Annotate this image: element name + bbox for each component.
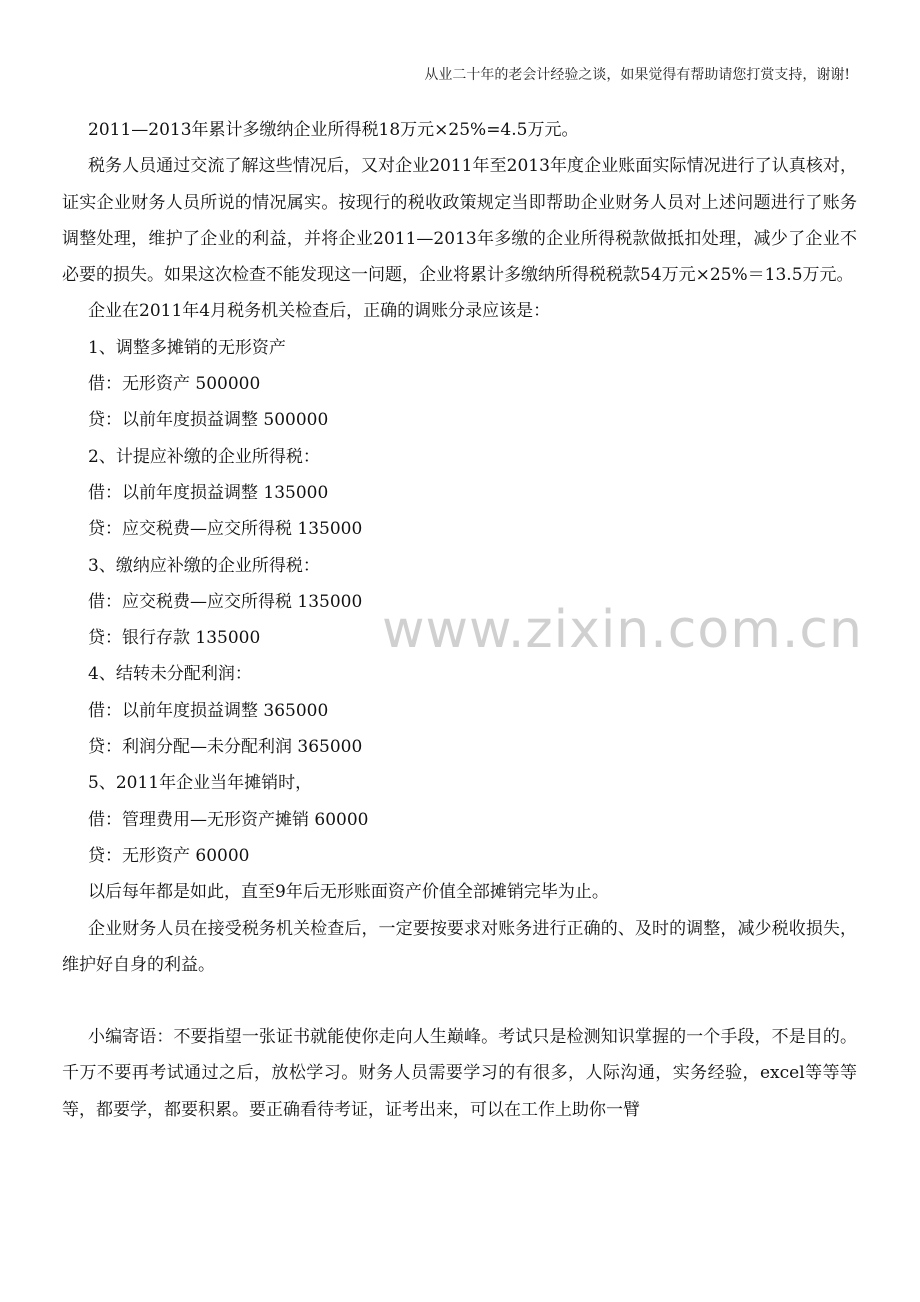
- paragraph-tax-summary: 2011—2013年累计多缴纳企业所得税18万元×25%=4.5万元。: [88, 120, 579, 140]
- entry-line: 3、缴纳应补缴的企业所得税：: [88, 555, 320, 576]
- document-body: [62, 112, 857, 1128]
- paragraph-tax-review: 税务人员通过交流了解这些情况后，又对企业2011年至2013年度企业账面实际情况进行了认真核对，证实企业财务人员所说的情况属实。按现行的税收政策规定当即帮助企业财务人员对上述问题进行了账务调整处理，维护了企业的利益，并将企业2011—2013年多缴的企业所得税款做抵扣处理，减少了企业不必要的损失。如果这次检查不能发现这一问题，企业将累计多缴纳所得税税款54万元×25%＝13.5万元。: [62, 156, 857, 286]
- entry-line: 贷：应交税费—应交所得税 135000: [88, 519, 363, 540]
- entry-line: 贷：以前年度损益调整 500000: [88, 410, 329, 431]
- entry-line: 借：以前年度损益调整 135000: [88, 482, 329, 503]
- entry-line: 借：无形资产 500000: [88, 374, 261, 395]
- watermark: www.zixin.com.cn: [382, 600, 863, 660]
- entry-line: 借：以前年度损益调整 365000: [88, 700, 329, 721]
- paragraph-conclusion: 企业财务人员在接受税务机关检查后，一定要按要求对账务进行正确的、及时的调整，减少税收损失，维护好自身的利益。: [62, 918, 857, 975]
- entry-line: 以后每年都是如此，直至9年后无形账面资产价值全部摊销完毕为止。: [88, 882, 609, 903]
- entry-line: 贷：利润分配—未分配利润 365000: [88, 737, 363, 758]
- paragraph-spacer: [62, 983, 857, 1019]
- journal-entries: [62, 330, 857, 911]
- entry-line: 贷：银行存款 135000: [88, 628, 261, 649]
- header-note: 从业二十年的老会计经验之谈，如果觉得有帮助请您打赏支持，谢谢!: [424, 67, 850, 83]
- entry-line: 4、结转未分配利润：: [88, 664, 252, 685]
- entry-line: 2、计提应补缴的企业所得税：: [88, 446, 320, 467]
- entry-line: 借：应交税费—应交所得税 135000: [88, 591, 363, 612]
- entry-line: 1、调整多摊销的无形资产: [88, 337, 286, 358]
- entry-line: 5、2011年企业当年摊销时，: [88, 773, 313, 794]
- entry-line: 贷：无形资产 60000: [88, 845, 250, 866]
- paragraph-editor-note: 小编寄语：不要指望一张证书就能使你走向人生巅峰。考试只是检测知识掌握的一个手段，不是目的。千万不要再考试通过之后，放松学习。财务人员需要学习的有很多，人际沟通，实务经验，excel等等等等，都要学，都要积累。要正确看待考证，证考出来，可以在工作上助你一臂: [62, 1027, 857, 1120]
- paragraph-entries-intro: 企业在2011年4月税务机关检查后，正确的调账分录应该是：: [88, 301, 551, 322]
- entry-line: 借：管理费用—无形资产摊销 60000: [88, 809, 369, 830]
